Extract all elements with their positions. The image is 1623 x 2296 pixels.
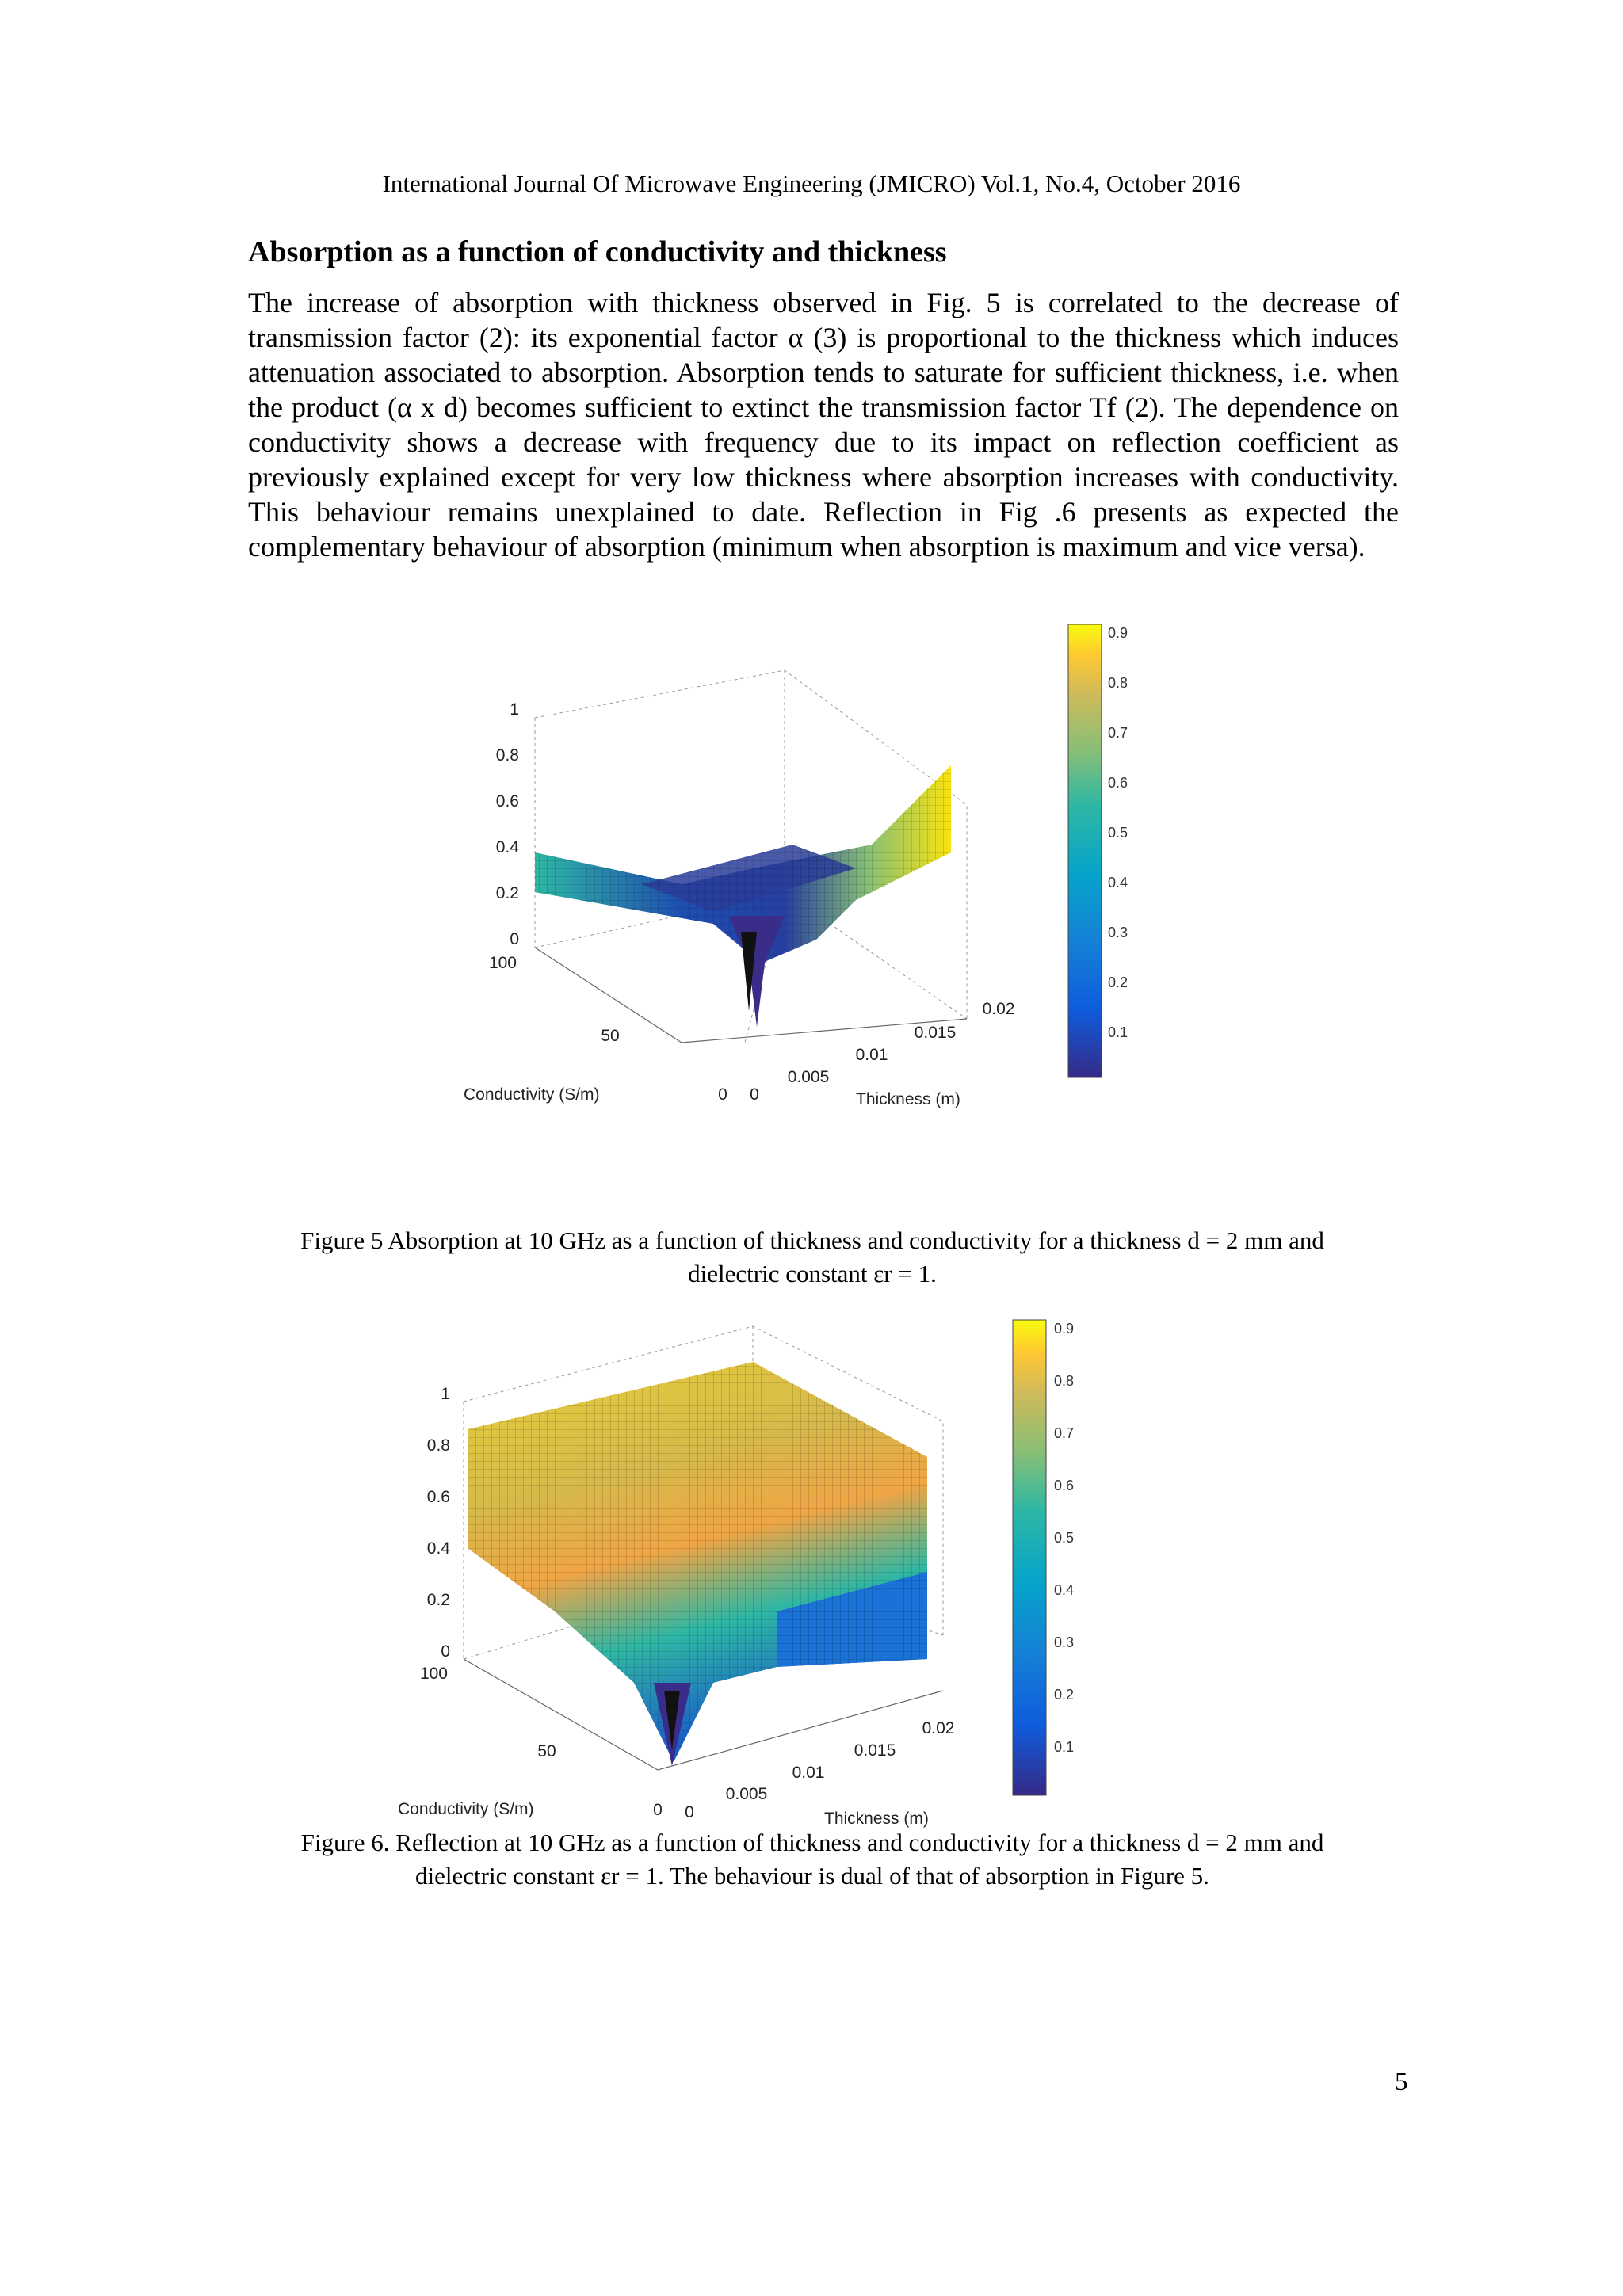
- y-axis-label: Conductivity (S/m): [398, 1800, 534, 1818]
- z-tick-label: 0.4: [426, 1539, 450, 1558]
- x-tick-label: 0: [685, 1803, 694, 1821]
- z-tick-label: 0.6: [426, 1488, 450, 1506]
- page-number: 5: [1395, 2068, 1408, 2096]
- colorbar-tick-label: 0.1: [1108, 1024, 1128, 1040]
- z-tick-label: 1: [510, 700, 519, 719]
- y-tick-label: 50: [537, 1742, 556, 1760]
- colorbar-tick-label: 0.2: [1054, 1687, 1075, 1703]
- x-axis-label: Thickness (m): [856, 1090, 960, 1108]
- x-tick-label: 0.005: [787, 1068, 830, 1086]
- x-tick-label: 0: [750, 1085, 759, 1104]
- colorbar-tick-label: 0.5: [1054, 1530, 1075, 1546]
- surface: [468, 1362, 927, 1766]
- body-paragraph: [248, 285, 1399, 564]
- colorbar-tick-label: 0.7: [1054, 1425, 1075, 1441]
- x-tick-label: 0.02: [982, 1000, 1015, 1018]
- z-tick-label: 1: [441, 1385, 450, 1403]
- figure-5-surface-plot: [444, 615, 1141, 1122]
- figure-5-caption: [238, 1224, 1387, 1291]
- y-tick-label: 100: [419, 1665, 448, 1683]
- x-tick-label: 0.015: [854, 1741, 896, 1760]
- colorbar-ticks: [1054, 1321, 1074, 1755]
- colorbar-tick-label: 0.4: [1054, 1582, 1075, 1598]
- z-tick-label: 0.6: [495, 792, 519, 810]
- figure-6-svg: [380, 1310, 1125, 1833]
- y-axis-label: Conductivity (S/m): [464, 1085, 600, 1104]
- x-tick-label: 0.02: [922, 1719, 955, 1737]
- running-header: International Journal Of Microwave Engineering (JMICRO) Vol.1, No.4, October 2016: [382, 170, 1241, 197]
- z-tick-label: 0.8: [426, 1436, 450, 1455]
- z-tick-label: 0: [441, 1642, 450, 1661]
- colorbar-tick-label: 0.8: [1054, 1373, 1075, 1389]
- x-tick-label: 0.005: [725, 1785, 768, 1803]
- colorbar-tick-label: 0.1: [1054, 1739, 1075, 1755]
- caption-line: Figure 5 Absorption at 10 GHz as a function of thickness and conductivity for a thickness d = 2 mm and: [300, 1226, 1324, 1254]
- z-tick-label: 0.4: [495, 838, 519, 856]
- colorbar-tick-label: 0.2: [1108, 974, 1128, 990]
- y-tick-label: 100: [488, 954, 517, 972]
- colorbar-tick-label: 0.3: [1108, 925, 1128, 940]
- y-tick-label: 0: [653, 1801, 663, 1819]
- paragraph-text: The increase of absorption with thickness observed in Fig. 5 is correlated to the decrease of transmission factor (2): its exponential factor α (3) is proportional to the thickness which induces attenuation associated to absorption. Absorption tends to saturate for sufficient thickness, i.e. when the product (α x d) becomes sufficient to extinct the transmission factor Tf (2). The dependence on conductivity shows a decrease with frequency due to its impact on reflection coefficient as previously explained except for very low thickness where absorption increases with conductivity. This behaviour remains unexplained to date. Reflection in Fig .6 presents as expected the complementary behaviour of absorption (minimum when absorption is maximum and vice versa).: [248, 287, 1399, 563]
- x-tick-label: 0.01: [792, 1764, 825, 1782]
- section-heading: Absorption as a function of conductivity and thickness: [248, 235, 947, 269]
- figure-6-caption: [238, 1826, 1387, 1893]
- colorbar-ticks: [1108, 625, 1128, 1040]
- y-tick-label: 0: [718, 1085, 727, 1104]
- colorbar-tick-label: 0.6: [1054, 1478, 1075, 1493]
- colorbar-tick-label: 0.5: [1108, 825, 1128, 841]
- z-tick-label: 0.2: [426, 1591, 450, 1609]
- colorbar-tick-label: 0.6: [1108, 775, 1128, 791]
- colorbar-tick-label: 0.4: [1108, 875, 1128, 891]
- caption-line: Figure 6. Reflection at 10 GHz as a function of thickness and conductivity for a thickness d = 2 mm and: [300, 1829, 1324, 1856]
- caption-line: dielectric constant εr = 1. The behaviour is dual of that of absorption in Figure 5.: [415, 1862, 1209, 1890]
- colorbar-tick-label: 0.3: [1054, 1634, 1075, 1650]
- colorbar-tick-label: 0.9: [1108, 625, 1128, 641]
- z-axis-ticks: [496, 700, 520, 948]
- colorbar-tick-label: 0.8: [1108, 675, 1128, 691]
- x-tick-label: 0.015: [914, 1024, 957, 1042]
- colorbar: [1068, 624, 1102, 1077]
- z-tick-label: 0.2: [495, 884, 519, 902]
- x-axis-label: Thickness (m): [824, 1810, 929, 1828]
- z-axis-ticks: [427, 1385, 451, 1661]
- colorbar-tick-label: 0.9: [1054, 1321, 1075, 1337]
- z-tick-label: 0.8: [495, 746, 519, 765]
- x-tick-label: 0.01: [855, 1046, 888, 1064]
- colorbar-tick-label: 0.7: [1108, 725, 1128, 741]
- figure-6-surface-plot: [380, 1310, 1125, 1833]
- figure-5-svg: [444, 615, 1141, 1122]
- caption-line: dielectric constant εr = 1.: [688, 1260, 937, 1287]
- z-tick-label: 0: [510, 930, 519, 948]
- colorbar: [1013, 1320, 1046, 1795]
- y-tick-label: 50: [601, 1027, 620, 1045]
